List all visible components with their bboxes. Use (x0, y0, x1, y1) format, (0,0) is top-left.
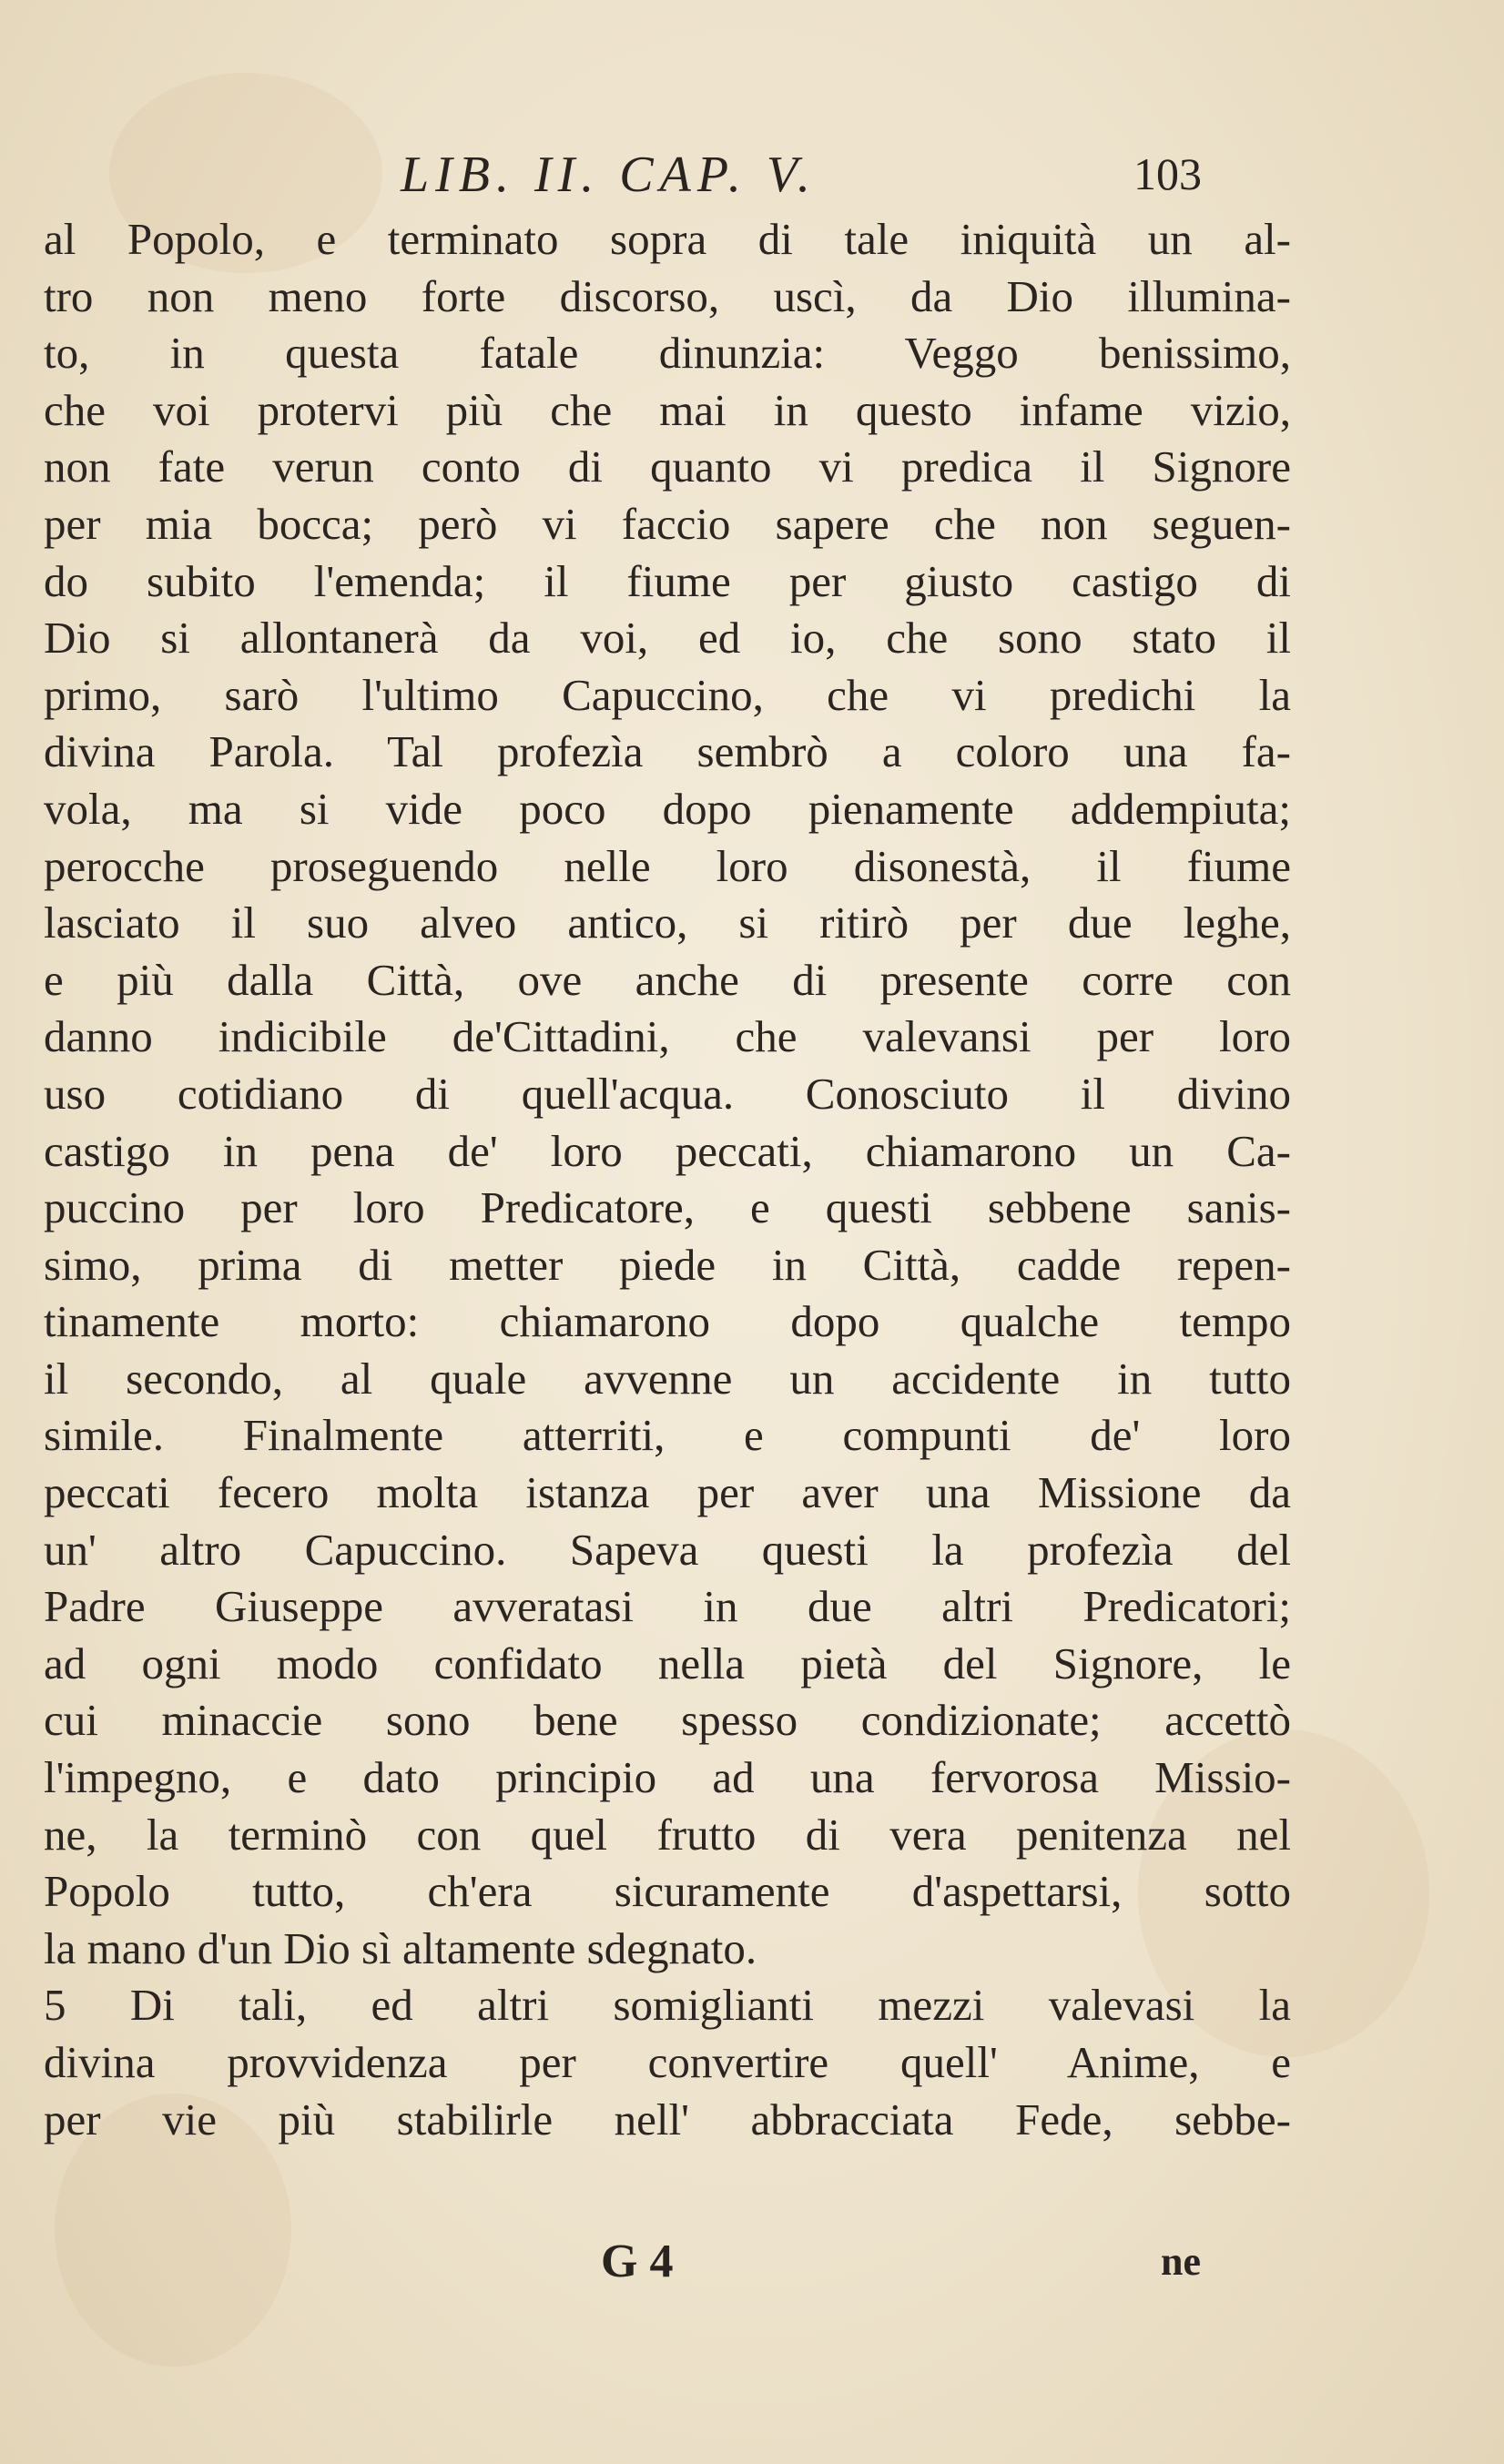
text-line: la mano d'un Dio sì altamente sdegnato. (44, 1922, 757, 1973)
text-line: perocche proseguendo nelle loro disonestà, il fiume (44, 840, 1291, 891)
text-line: vola, ma si vide poco dopo pienamente addempiuta; (44, 783, 1291, 834)
text-line: danno indicibile de'Cittadini, che valevansi per loro (44, 1011, 1291, 1062)
text-line: simo, prima di metter piede in Città, cadde repen- (44, 1239, 1291, 1290)
signature-mark: G 4 (601, 2236, 674, 2287)
text-line: tinamente morto: chiamarono dopo qualche tempo (44, 1296, 1291, 1347)
text-line: che voi protervi più che mai in questo infame vizio, (44, 384, 1291, 435)
text-line: Popolo tutto, ch'era sicuramente d'aspettarsi, sotto (44, 1866, 1291, 1917)
text-line: per mia bocca; però vi faccio sapere che non seguen- (44, 498, 1291, 549)
catchword: ne (1161, 2239, 1201, 2284)
page-footer (0, 2235, 1504, 2307)
text-line: al Popolo, e terminato sopra di tale iniquità un al- (44, 214, 1291, 264)
text-line: cui minaccie sono bene spesso condizionate; accettò (44, 1695, 1291, 1746)
text-line: il secondo, al quale avvenne un accidente in tutto (44, 1353, 1291, 1404)
text-line: divina provvidenza per convertire quell' Anime, e (44, 2037, 1291, 2087)
text-line: e più dalla Città, ove anche di presente corre con (44, 954, 1291, 1005)
text-line: un' altro Capuccino. Sapeva questi la profezìa del (44, 1524, 1291, 1575)
text-line: uso cotidiano di quell'acqua. Conosciuto il divino (44, 1068, 1291, 1119)
text-line: tro non meno forte discorso, uscì, da Dio illumina- (44, 270, 1291, 321)
text-line: peccati fecero molta istanza per aver una Missione da (44, 1467, 1291, 1518)
running-head: LIB. II. CAP. V. (401, 147, 817, 203)
text-line: primo, sarò l'ultimo Capuccino, che vi predichi la (44, 669, 1291, 720)
text-line: simile. Finalmente atterriti, e compunti de' loro (44, 1410, 1291, 1461)
text-line: ne, la terminò con quel frutto di vera penitenza nel (44, 1809, 1291, 1860)
text-line: do subito l'emenda; il fiume per giusto castigo di (44, 555, 1291, 606)
text-line: per vie più stabilirle nell' abbracciata Fede, sebbe- (44, 2094, 1291, 2145)
text-line: divina Parola. Tal profezìa sembrò a coloro una fa- (44, 726, 1291, 777)
text-line: Padre Giuseppe avveratasi in due altri Predicatori; (44, 1581, 1291, 1632)
text-line: l'impegno, e dato principio ad una fervorosa Missio- (44, 1752, 1291, 1803)
text-line: 5 Di tali, ed altri somiglianti mezzi valevasi la (44, 1980, 1291, 2031)
text-line: ad ogni modo confidato nella pietà del Signore, le (44, 1638, 1291, 1688)
page-number: 103 (1133, 148, 1202, 199)
text-line: Dio si allontanerà da voi, ed io, che sono stato il (44, 613, 1291, 664)
page-header (0, 146, 1504, 218)
body-text (44, 211, 1291, 2148)
text-line: to, in questa fatale dinunzia: Veggo benissimo, (44, 328, 1291, 379)
text-line: castigo in pena de' loro peccati, chiamarono un Ca- (44, 1125, 1291, 1176)
text-line: non fate verun conto di quanto vi predica il Signore (44, 441, 1291, 492)
text-line: lasciato il suo alveo antico, si ritirò per due leghe, (44, 897, 1291, 948)
text-line: puccino per loro Predicatore, e questi sebbene sanis- (44, 1182, 1291, 1233)
